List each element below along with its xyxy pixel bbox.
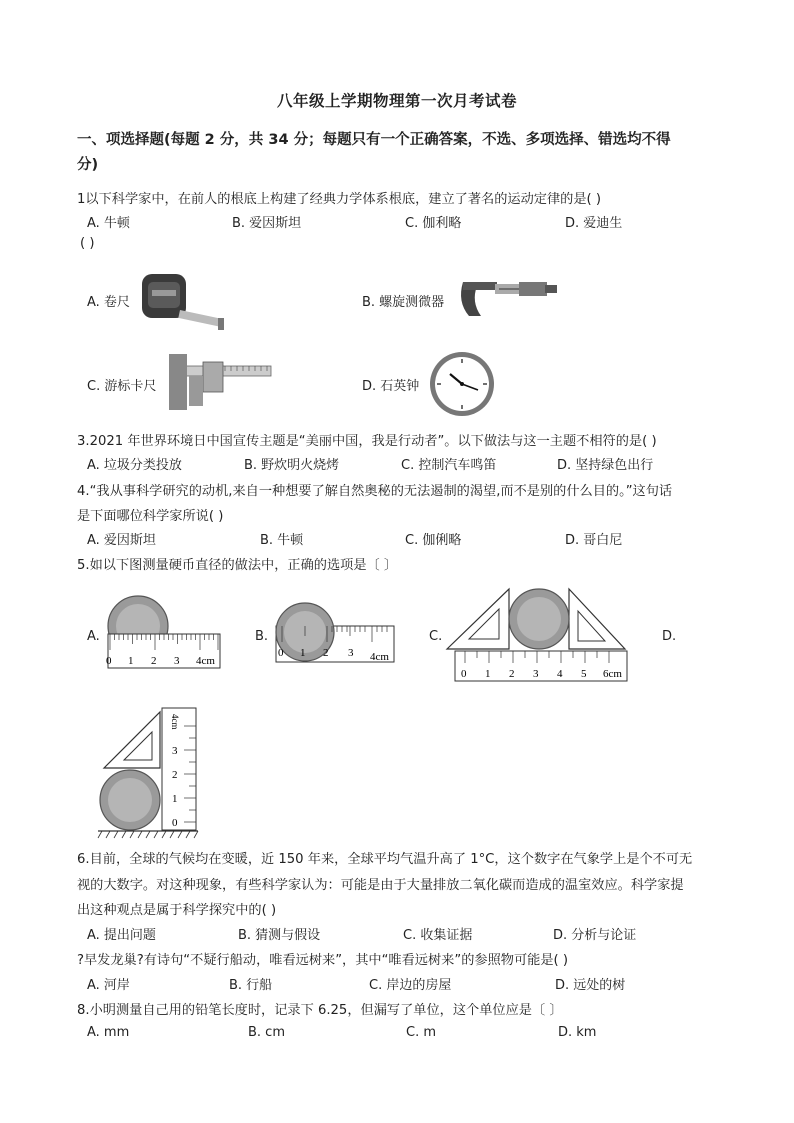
ruler-b-tick-3: 3 (348, 647, 354, 659)
q3-option-b[interactable]: B. 野炊明火烧烤 (244, 458, 340, 473)
ruler-c-tick-5: 5 (581, 668, 587, 680)
ruler-a-tick-3: 3 (174, 655, 180, 667)
exam-title: 八年级上学期物理第一次月考试卷 (276, 92, 517, 110)
question-6-line2: 视的大数字。对这种现象，有些科学家认为：可能是由于大量排放二氧化碳而造成的温室效应。科学家提 (77, 878, 684, 893)
q3-option-d[interactable]: D. 坚持绿色出行 (557, 458, 654, 473)
question-6-line3: 出这种观点是属于科学探究中的( ) (77, 903, 277, 918)
q8-option-c[interactable]: C. m (406, 1025, 437, 1040)
q6-option-b[interactable]: B. 猜测与假设 (238, 928, 321, 943)
question-3-stem: 3.2021 年世界环境日中国宣传主题是“美丽中国，我是行动者”。以下做法与这一主题不相符的是( ) (77, 434, 657, 449)
coin-vertical-ruler-figure-d (96, 704, 206, 840)
question-5-stem: 5.如以下图测量硬币直径的做法中，正确的选项是〔 〕 (77, 558, 398, 573)
question-4-line1: 4.“我从事科学研究的动机,来自一种想要了解自然奥秘的无法遏制的渴望,而不是别的什么目的。”这句话 (77, 484, 673, 499)
coin-ruler-figure-a (100, 592, 225, 674)
section-heading-line1: 一、项选择题(每题 2 分，共 34 分；每题只有一个正确答案，不选、多项选择、错选均不得 (77, 132, 671, 148)
ruler-a-tick-2: 2 (151, 655, 157, 667)
micrometer-image (455, 276, 560, 324)
q2-option-d[interactable]: D. 石英钟 (362, 379, 420, 394)
ruler-d-tick-0: 0 (172, 817, 178, 829)
ruler-b-tick-1: 1 (300, 647, 306, 659)
q7-option-d[interactable]: D. 远处的树 (555, 978, 626, 993)
q5-option-d[interactable]: D. (662, 629, 677, 644)
ruler-b-tick-0: 0 (278, 647, 284, 659)
ruler-b-tick-4: 4cm (370, 651, 389, 663)
q4-option-d[interactable]: D. 哥白尼 (565, 533, 623, 548)
vernier-caliper-image (165, 352, 273, 412)
ruler-c-tick-6: 6cm (603, 668, 622, 680)
q3-option-a[interactable]: A. 垃圾分类投放 (87, 458, 182, 473)
q5-option-a[interactable]: A. (87, 629, 100, 644)
q1-option-b[interactable]: B. 爱因斯坦 (232, 216, 302, 231)
ruler-c-tick-0: 0 (461, 668, 467, 680)
question-1-stem: 1以下科学家中，在前人的根底上构建了经典力学体系根底，建立了著名的运动定律的是( ) (77, 192, 601, 207)
q7-option-c[interactable]: C. 岸边的房屋 (369, 978, 452, 993)
q4-option-b[interactable]: B. 牛顿 (260, 533, 304, 548)
ruler-b-tick-2: 2 (323, 647, 329, 659)
question-7-stem: ?早发龙巢?有诗句“不疑行船动，唯看远树来”，其中“唯看远树来”的参照物可能是( ) (77, 953, 568, 968)
q1-option-c[interactable]: C. 伽利略 (405, 216, 462, 231)
q6-option-a[interactable]: A. 提出问题 (87, 928, 156, 943)
q8-option-d[interactable]: D. km (558, 1025, 597, 1040)
q2-option-a[interactable]: A. 卷尺 (87, 295, 130, 310)
q1-option-d[interactable]: D. 爱迪生 (565, 216, 623, 231)
ruler-d-tick-2: 2 (172, 769, 178, 781)
q7-option-b[interactable]: B. 行船 (229, 978, 273, 993)
question-6-line1: 6.目前，全球的气候均在变暖，近 150 年来，全球平均气温升高了 1°C，这个数字在气象学上是个不可无 (77, 852, 693, 867)
ruler-d-tick-1: 1 (172, 793, 178, 805)
q4-option-a[interactable]: A. 爱因斯坦 (87, 533, 156, 548)
q4-option-c[interactable]: C. 伽俐略 (405, 533, 462, 548)
q8-option-a[interactable]: A. mm (87, 1025, 130, 1040)
q5-option-b[interactable]: B. (255, 629, 269, 644)
q1-option-a[interactable]: A. 牛顿 (87, 216, 130, 231)
q8-option-b[interactable]: B. cm (248, 1025, 285, 1040)
q6-option-d[interactable]: D. 分析与论证 (553, 928, 637, 943)
q7-option-a[interactable]: A. 河岸 (87, 978, 130, 993)
question-8-stem: 8.小明测量自己用的铅笔长度时，记录下 6.25，但漏写了单位，这个单位应是〔 〕 (77, 1003, 563, 1018)
ruler-c-tick-3: 3 (533, 668, 539, 680)
question-4-line2: 是下面哪位科学家所说( ) (77, 509, 224, 524)
ruler-a-tick-4: 4cm (196, 655, 215, 667)
ruler-d-tick-3: 3 (172, 745, 178, 757)
ruler-d-tick-4: 4cm (170, 714, 180, 730)
question-2-stem: ( ) (80, 236, 95, 251)
q5-option-c[interactable]: C. (429, 629, 443, 644)
q2-option-b[interactable]: B. 螺旋测微器 (362, 295, 445, 310)
q3-option-c[interactable]: C. 控制汽车鸣笛 (401, 458, 497, 473)
tape-measure-image (138, 268, 228, 334)
section-heading-line2: 分) (77, 157, 99, 173)
ruler-c-tick-2: 2 (509, 668, 515, 680)
coin-ruler-figure-b (272, 598, 398, 668)
coin-triangles-ruler-figure-c (445, 585, 630, 685)
ruler-a-tick-0: 0 (106, 655, 112, 667)
q6-option-c[interactable]: C. 收集证据 (403, 928, 473, 943)
ruler-c-tick-1: 1 (485, 668, 491, 680)
quartz-clock-image (428, 350, 498, 418)
q2-option-c[interactable]: C. 游标卡尺 (87, 379, 157, 394)
ruler-a-tick-1: 1 (128, 655, 134, 667)
ruler-c-tick-4: 4 (557, 668, 563, 680)
